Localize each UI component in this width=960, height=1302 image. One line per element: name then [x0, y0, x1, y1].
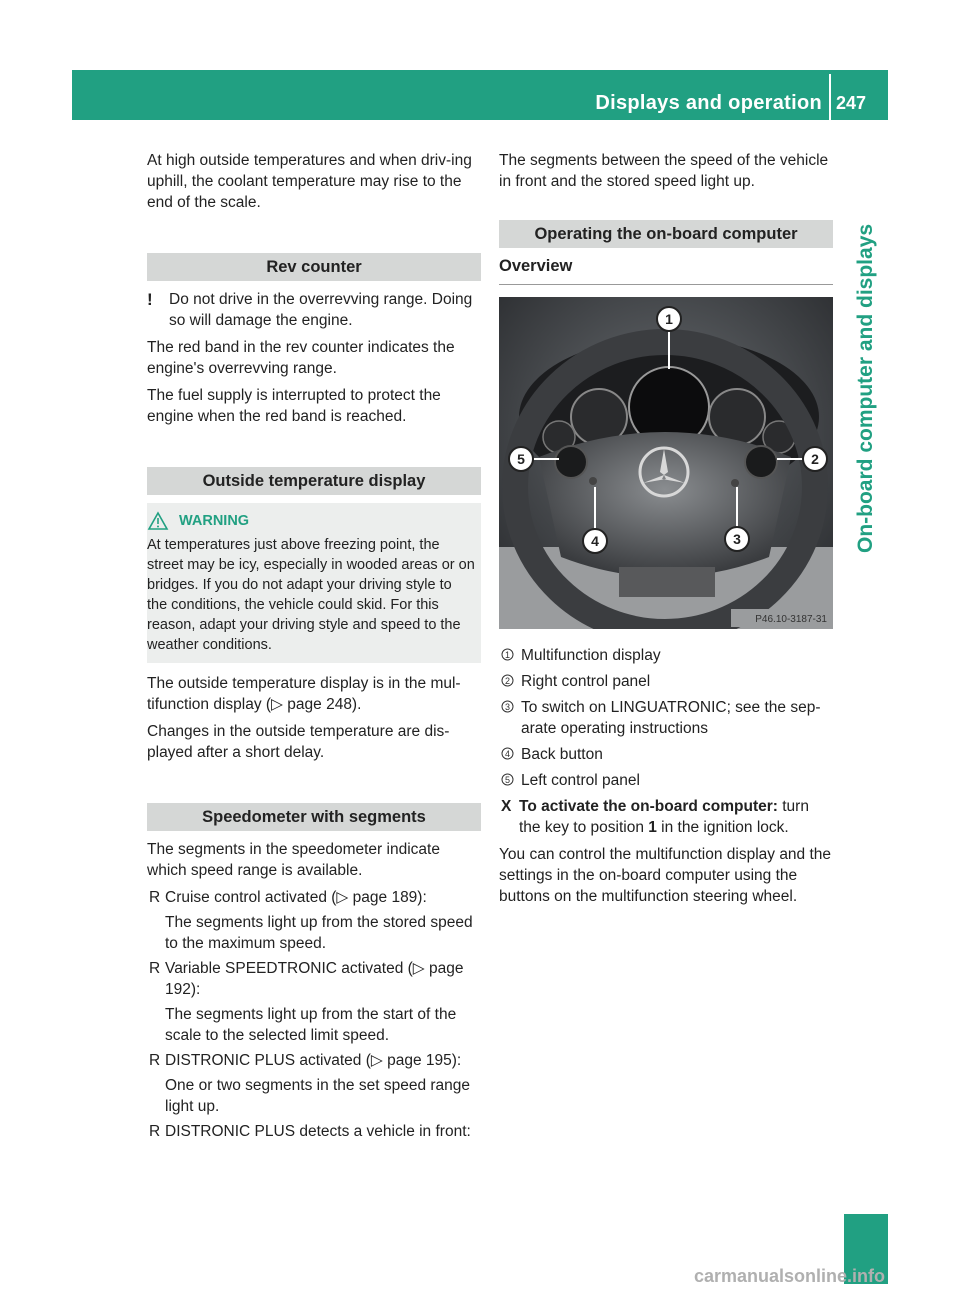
list-item-detail: One or two segments in the set speed range light up.	[165, 1077, 471, 1115]
warning-box	[147, 503, 481, 663]
legend-item: 1 Multifunction display	[499, 645, 833, 666]
svg-text:3: 3	[733, 531, 741, 547]
svg-text:5: 5	[504, 775, 511, 785]
bullet-icon: R	[149, 1052, 161, 1069]
warning-triangle-icon	[147, 511, 169, 531]
rev-note	[147, 289, 481, 331]
right-column	[499, 150, 833, 913]
list-item: R DISTRONIC PLUS activated (▷ page 195):	[149, 1052, 462, 1069]
list-item-detail: The segments light up from the start of the scale to the selected limit speed.	[165, 1006, 457, 1044]
left-column	[147, 150, 481, 1146]
warning-label: WARNING	[179, 513, 250, 529]
page-number: 247	[836, 93, 867, 113]
warning-text: At temperatures just above freezing point, the street may be icy, especially in wooded areas or on bridges. If you do not adapt your driving style to the conditions, the vehicle could skid. For this reason, adapt your driving style and speed to the weather conditions.	[147, 537, 475, 653]
control-paragraph: You can control the multifunction display and the settings in the on-board computer using the buttons on the multifunction steering wheel.	[499, 846, 832, 905]
instruction-step: X To activate the on-board computer: turn the key to position 1 in the ignition lock.	[501, 798, 809, 836]
bullet-icon: R	[149, 889, 161, 906]
outside-paragraph-1: The outside temperature display is in the mul-tifunction display (▷ page 248).	[147, 675, 461, 713]
callout-3-icon	[501, 700, 514, 713]
callout-1	[657, 307, 681, 331]
speedometer-heading: Speedometer with segments	[147, 803, 481, 831]
segments-continuation: The segments between the speed of the vehicle in front and the stored speed light up.	[499, 152, 829, 190]
side-tab-label-wrap	[843, 223, 887, 589]
callout-4-icon	[501, 747, 514, 760]
legend-item: 4 Back button	[499, 744, 833, 765]
svg-text:4: 4	[504, 749, 511, 759]
callout-4	[583, 529, 607, 553]
header-divider	[829, 74, 831, 120]
steering-wheel-illustration	[499, 297, 833, 629]
svg-text:1: 1	[504, 650, 511, 660]
list-item: R DISTRONIC PLUS detects a vehicle in front:	[149, 1123, 471, 1140]
page-title: Displays and operation	[595, 92, 822, 114]
legend-item: 5 Left control panel	[499, 770, 833, 791]
obc-heading: Operating the on-board computer	[499, 220, 833, 248]
exclamation-icon: !	[147, 290, 153, 309]
watermark: carmanualsonline.info	[694, 1266, 886, 1286]
rev-paragraph-1: The red band in the rev counter indicates the engine's overrevving range.	[147, 339, 455, 377]
side-tab-label: On-board computer and displays	[854, 223, 877, 553]
callout-2-icon	[501, 674, 514, 687]
svg-text:2: 2	[504, 676, 511, 686]
speedometer-paragraph: The segments in the speedometer indicate which speed range is available.	[147, 841, 440, 879]
list-item: R Variable SPEEDTRONIC activated (▷ page 192):	[149, 960, 464, 998]
svg-text:4: 4	[591, 533, 599, 549]
callout-2	[803, 447, 827, 471]
list-item: R Cruise control activated (▷ page 189):	[149, 889, 427, 906]
steering-wheel-figure	[499, 297, 833, 629]
outside-temp-heading: Outside temperature display	[147, 467, 481, 495]
callout-5-icon	[501, 773, 514, 786]
legend-item: 3 To switch on LINGUATRONIC; see the sep-arate operating instructions	[499, 697, 833, 739]
outside-paragraph-2: Changes in the outside temperature are dis-played after a short delay.	[147, 723, 450, 761]
svg-text:1: 1	[665, 311, 673, 327]
list-item-detail: The segments light up from the stored speed to the maximum speed.	[165, 914, 473, 952]
bullet-icon: R	[149, 1123, 161, 1140]
callout-3	[725, 527, 749, 551]
overview-subheading: Overview	[499, 256, 833, 285]
arrow-icon: X	[501, 798, 512, 815]
rev-note-text: Do not drive in the overrevving range. Doing so will damage the engine.	[169, 291, 473, 329]
callout-1-icon	[501, 648, 514, 661]
svg-text:2: 2	[811, 451, 819, 467]
coolant-paragraph: At high outside temperatures and when driv-ing uphill, the coolant temperature may rise to the end of the scale.	[147, 152, 472, 211]
rev-counter-heading: Rev counter	[147, 253, 481, 281]
rev-paragraph-2: The fuel supply is interrupted to protect the engine when the red band is reached.	[147, 387, 441, 425]
svg-text:5: 5	[517, 451, 525, 467]
svg-text:3: 3	[504, 702, 511, 712]
bullet-icon: R	[149, 960, 161, 977]
figure-code: P46.10-3187-31	[755, 614, 827, 625]
callout-5	[509, 447, 533, 471]
legend-item: 2 Right control panel	[499, 671, 833, 692]
